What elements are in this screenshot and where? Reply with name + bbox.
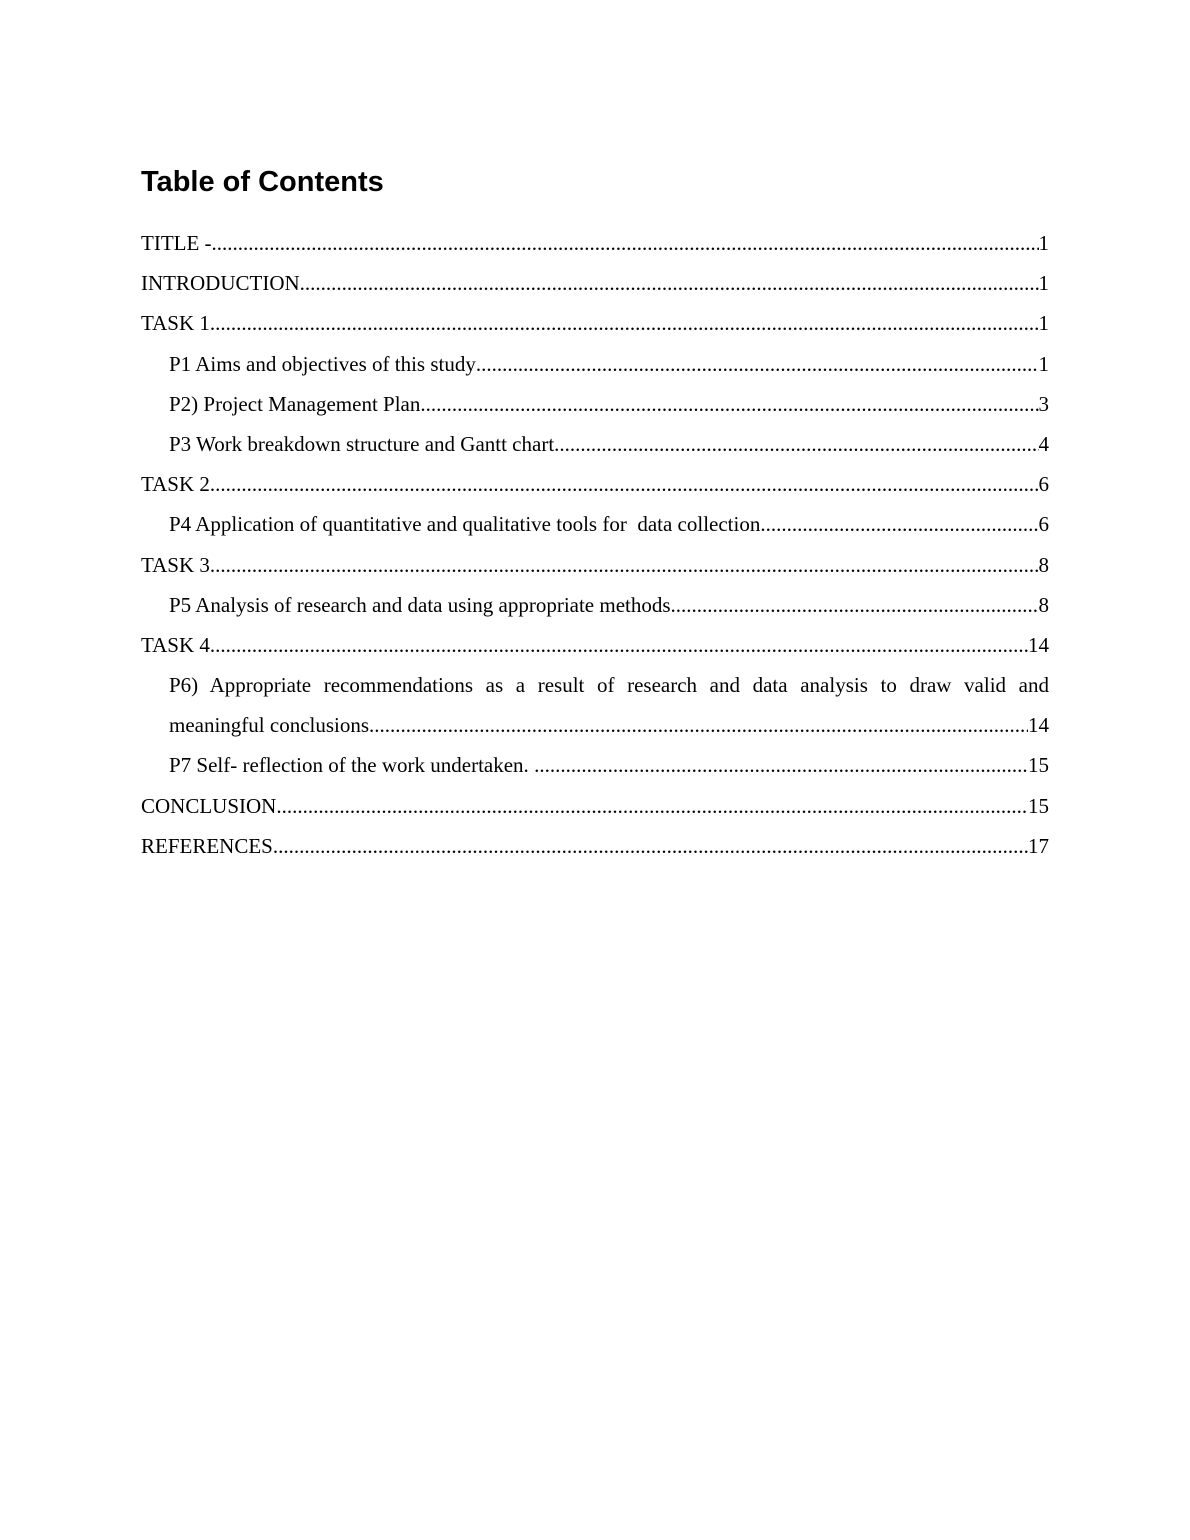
toc-entry-label: P3 Work breakdown structure and Gantt chart (169, 431, 555, 456)
toc-dot-leader (420, 384, 1038, 424)
toc-entry-p3[interactable] (141, 424, 1049, 464)
toc-entry-task-3[interactable] (141, 545, 1049, 585)
toc-entry-label: P2) Project Management Plan (169, 391, 421, 416)
toc-entry-page: 17 (1028, 833, 1049, 858)
toc-dot-leader (554, 424, 1038, 464)
toc-entry-page: 8 (1038, 592, 1049, 617)
toc-dot-leader (369, 705, 1028, 745)
toc-entry-page: 14 (1028, 632, 1049, 657)
toc-dot-leader (210, 464, 1039, 504)
toc-entry-task-1[interactable] (141, 303, 1049, 343)
toc-entry-label: P4 Application of quantitative and qualitative tools for data collection (169, 512, 761, 537)
toc-list (141, 223, 1049, 866)
toc-entry-label: P5 Analysis of research and data using appropriate methods (169, 592, 671, 617)
toc-entry-label-line-1: P6) Appropriate recommendations as a result of research and data analysis to draw valid and (169, 673, 1049, 698)
toc-heading: Table of Contents (141, 166, 384, 198)
toc-entry-page: 1 (1038, 271, 1049, 296)
toc-entry-task-4[interactable] (141, 625, 1049, 665)
toc-entry-title[interactable] (141, 223, 1049, 263)
toc-dot-leader (210, 625, 1028, 665)
toc-entry-label: TASK 3 (141, 552, 210, 577)
toc-dot-leader (212, 223, 1039, 263)
toc-dot-leader (273, 826, 1028, 866)
toc-entry-conclusion[interactable] (141, 786, 1049, 826)
toc-entry-label: meaningful conclusions (169, 713, 370, 738)
toc-entry-p4[interactable] (141, 504, 1049, 544)
toc-dot-leader (300, 263, 1039, 303)
toc-entry-label: P1 Aims and objectives of this study (169, 351, 476, 376)
toc-entry-page: 1 (1038, 351, 1049, 376)
toc-entry-label: REFERENCES (141, 833, 273, 858)
toc-entry-page: 8 (1038, 552, 1049, 577)
toc-entry-label: TASK 2 (141, 472, 210, 497)
toc-dot-leader (671, 585, 1039, 625)
toc-dot-leader (276, 786, 1028, 826)
toc-entry-label: CONCLUSION (141, 793, 277, 818)
toc-entry-label: TASK 4 (141, 632, 210, 657)
toc-entry-references[interactable] (141, 826, 1049, 866)
toc-dot-leader (476, 344, 1039, 384)
toc-entry-p5[interactable] (141, 585, 1049, 625)
toc-dot-leader (534, 745, 1028, 785)
toc-entry-page: 1 (1038, 311, 1049, 336)
toc-entry-page: 14 (1028, 713, 1049, 738)
toc-entry-page: 4 (1038, 431, 1049, 456)
toc-entry-p6-line-1[interactable] (141, 665, 1049, 705)
toc-entry-p1[interactable] (141, 344, 1049, 384)
toc-entry-task-2[interactable] (141, 464, 1049, 504)
toc-entry-page: 15 (1028, 753, 1049, 778)
toc-entry-page: 6 (1038, 512, 1049, 537)
toc-dot-leader (210, 303, 1039, 343)
toc-entry-introduction[interactable] (141, 263, 1049, 303)
toc-entry-p2[interactable] (141, 384, 1049, 424)
toc-entry-label: INTRODUCTION (141, 271, 300, 296)
toc-dot-leader (760, 504, 1038, 544)
toc-dot-leader (210, 545, 1039, 585)
toc-entry-page: 15 (1028, 793, 1049, 818)
toc-entry-p6-line-2[interactable] (141, 705, 1049, 745)
toc-entry-page: 6 (1038, 472, 1049, 497)
toc-entry-label: P7 Self- reflection of the work undertaken. (169, 753, 535, 778)
toc-entry-page: 3 (1038, 391, 1049, 416)
toc-entry-page: 1 (1038, 231, 1049, 255)
toc-entry-label: TITLE - (141, 231, 212, 255)
toc-entry-p7[interactable] (141, 745, 1049, 785)
toc-entry-label: TASK 1 (141, 311, 210, 336)
